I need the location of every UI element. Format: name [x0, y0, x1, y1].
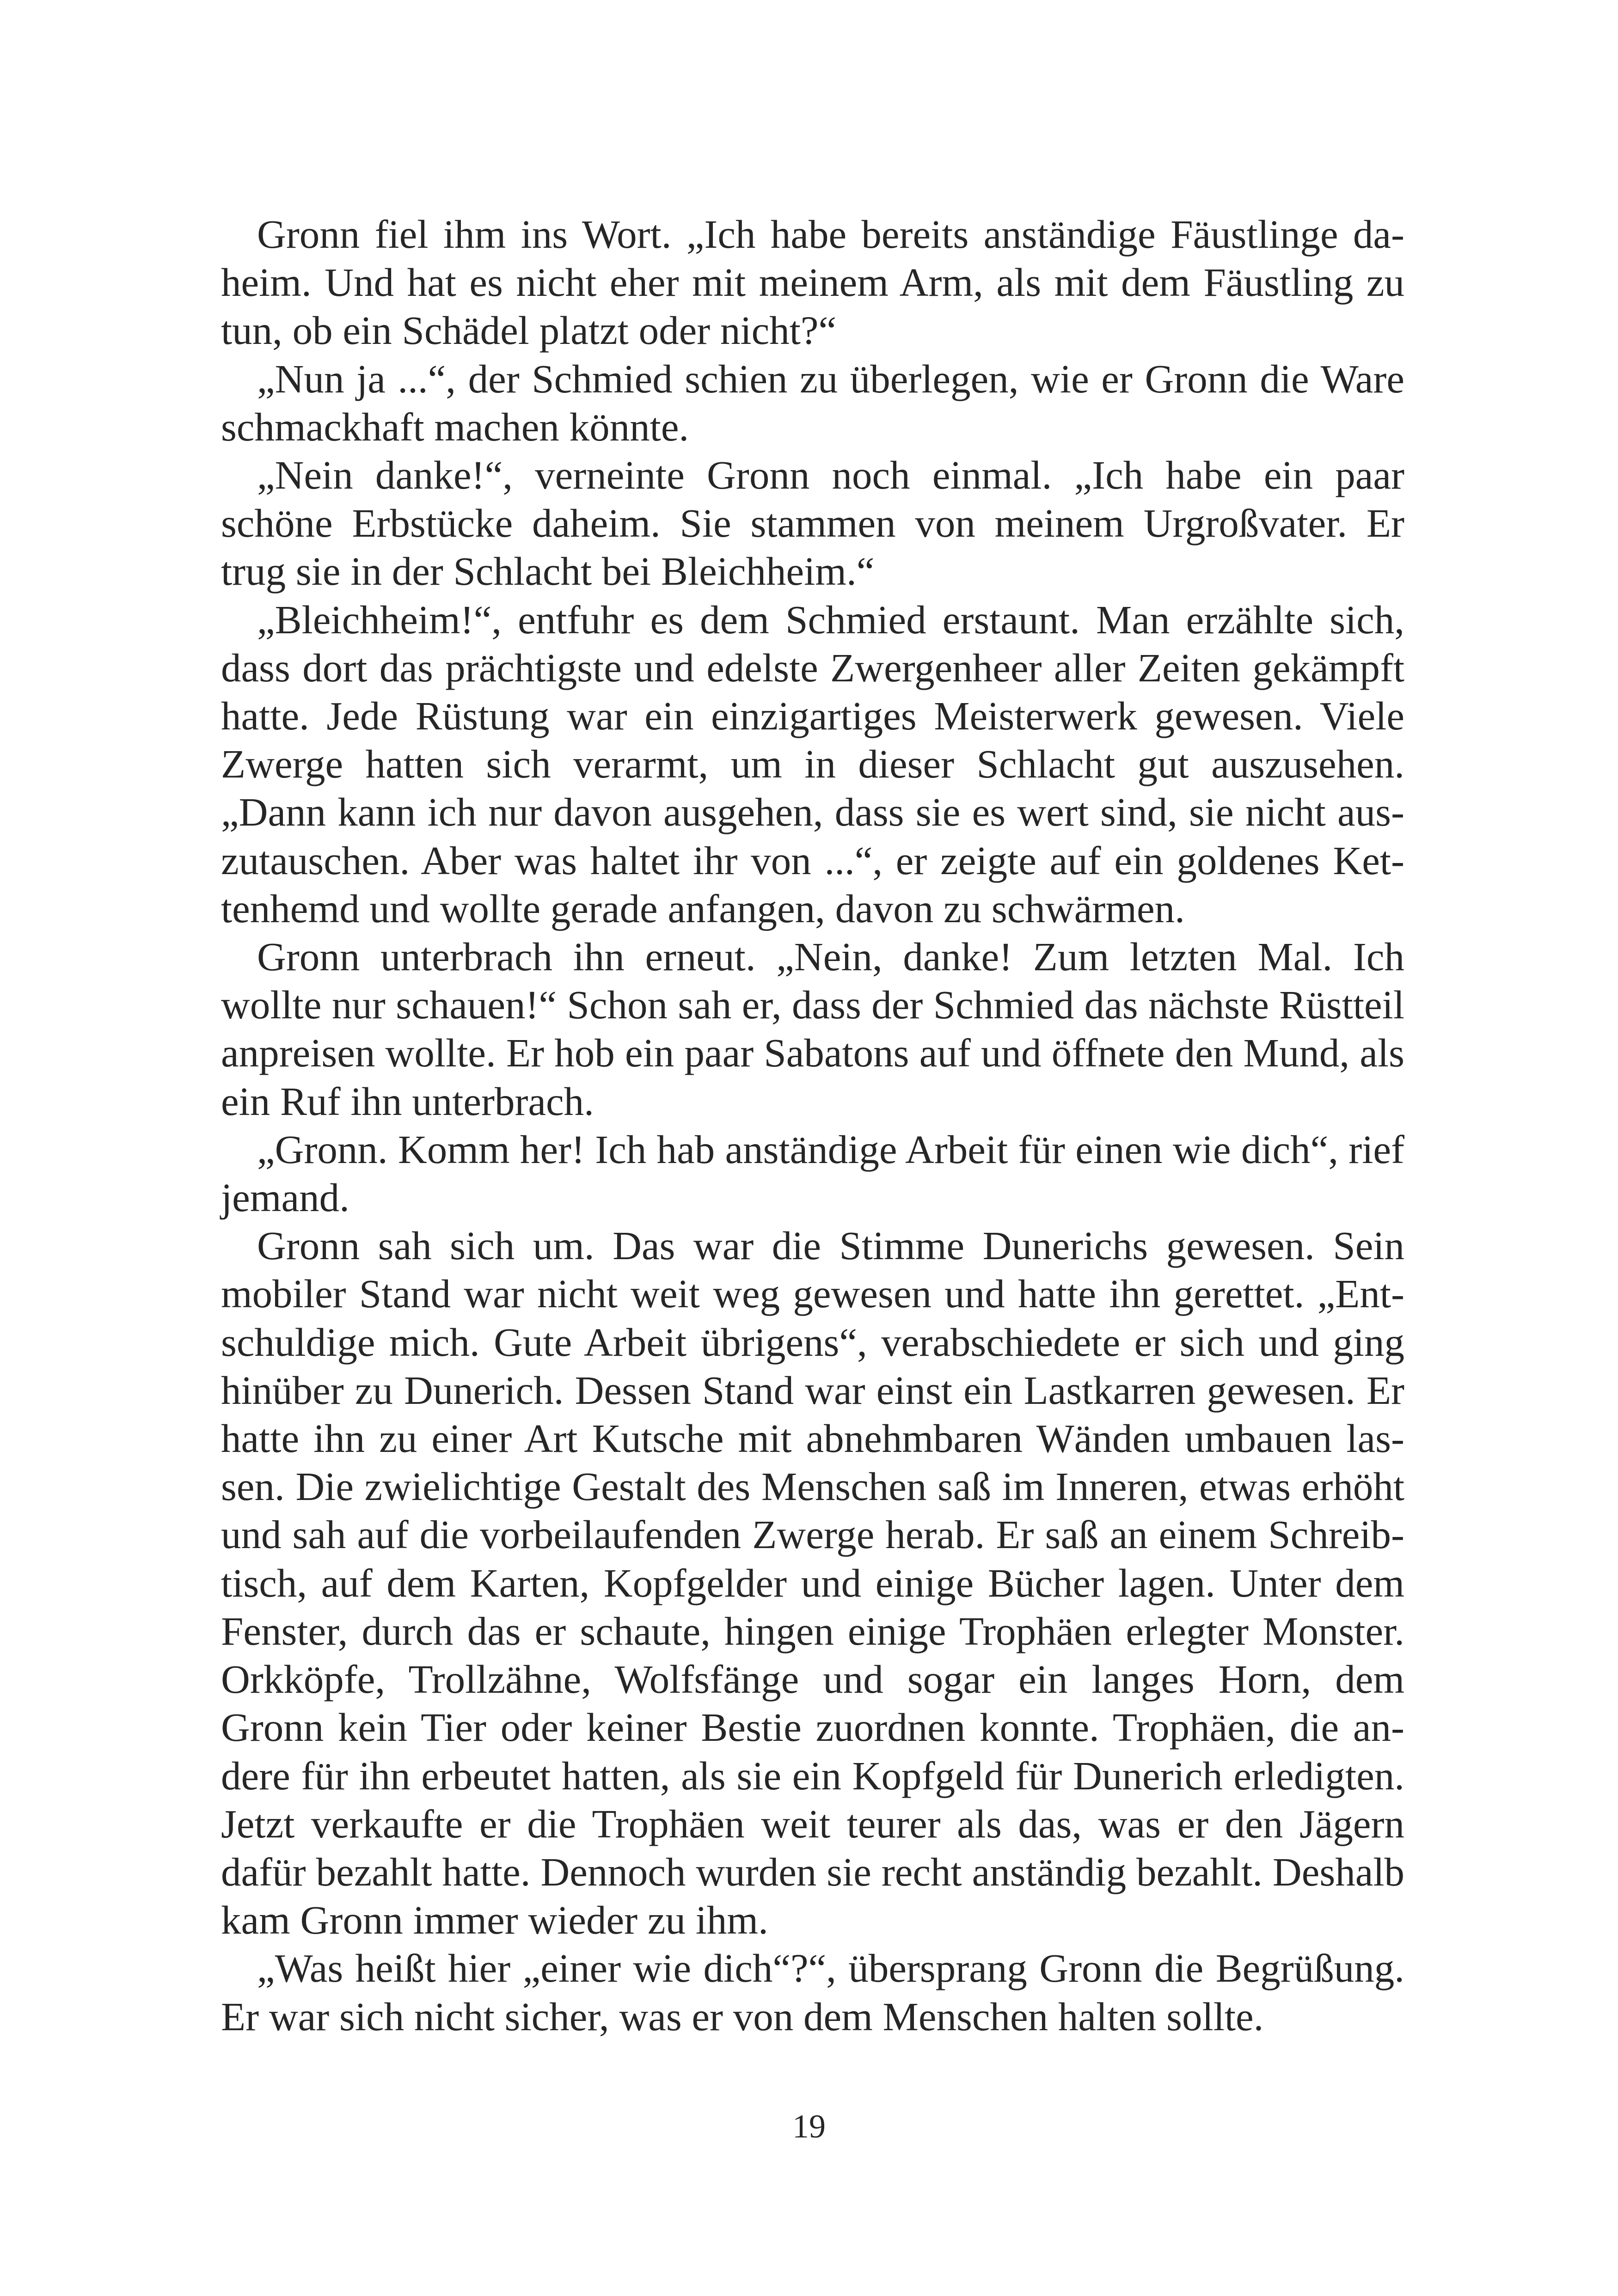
paragraph-3: „Nein danke!“, verneinte Gronn noch einmal. „Ich habe ein paar schöne Erbstücke daheim. Sie stammen von meinem Urgroßvater. Er trug sie in der Schlacht bei Bleichheim.“ — [221, 453, 1404, 594]
paragraph-1: Gronn fiel ihm ins Wort. „Ich habe bereits anständige Fäustlinge daheim. Und hat es nicht eher mit meinem Arm, als mit dem Fäustling zu tun, ob ein Schädel platzt oder nicht?“ — [221, 212, 1404, 353]
paragraph-6: „Gronn. Komm her! Ich hab anständige Arbeit für einen wie dich“, rief jemand. — [221, 1127, 1404, 1220]
page-number: 19 — [792, 2108, 826, 2145]
paragraph-4: „Bleichheim!“, entfuhr es dem Schmied erstaunt. Man erzählte sich, dass dort das prächtigste und edelste Zwergenheer aller Zeiten gekämpft hatte. Jede Rüstung war ein einzigartiges Meisterwerk gewesen. Viele Zwerge hatten sich verarmt, um in dieser Schlacht gut auszusehen. „Dann kann ich nur davon ausgehen, dass sie es wert sind, sie nicht auszutauschen. Aber was haltet ihr von ...“, er zeigte auf ein goldenes Kettenhemd und wollte gerade anfangen, davon zu schwärmen. — [221, 597, 1404, 931]
body-text — [221, 210, 1404, 2041]
paragraph-2: „Nun ja ...“, der Schmied schien zu überlegen, wie er Gronn die Ware schmackhaft machen könnte. — [221, 356, 1404, 449]
paragraph-7: Gronn sah sich um. Das war die Stimme Dunerichs gewesen. Sein mobiler Stand war nicht weit weg gewesen und hatte ihn gerettet. „Entschuldige mich. Gute Arbeit übrigens“, verabschiedete er sich und ging hinüber zu Dunerich. Dessen Stand war einst ein Lastkarren gewesen. Er hatte ihn zu einer Art Kutsche mit abnehmbaren Wänden umbauen lassen. Die zwielichtige Gestalt des Menschen saß im Inneren, etwas erhöht und sah auf die vorbeilaufenden Zwerge herab. Er saß an einem Schreibtisch, auf dem Karten, Kopfgelder und einige Bücher lagen. Unter dem Fenster, durch das er schaute, hingen einige Trophäen erlegter Monster. Orkköpfe, Trollzähne, Wolfsfänge und sogar ein langes Horn, dem Gronn kein Tier oder keiner Bestie zuordnen konnte. Trophäen, die andere für ihn erbeutet hatten, als sie ein Kopfgeld für Dunerich erledigten. Jetzt verkaufte er die Trophäen weit teurer als das, was er den Jägern dafür bezahlt hatte. Dennoch wurden sie recht anständig bezahlt. Deshalb kam Gronn immer wieder zu ihm. — [221, 1223, 1404, 1943]
paragraph-5: Gronn unterbrach ihn erneut. „Nein, danke! Zum letzten Mal. Ich wollte nur schauen!“ Schon sah er, dass der Schmied das nächste Rüstteil anpreisen wollte. Er hob ein paar Sabatons auf und öffnete den Mund, als ein Ruf ihn unterbrach. — [221, 934, 1404, 1124]
paragraph-8: „Was heißt hier „einer wie dich“?“, übersprang Gronn die Begrüßung. Er war sich nicht sicher, was er von dem Menschen halten sollte. — [221, 1946, 1404, 2039]
